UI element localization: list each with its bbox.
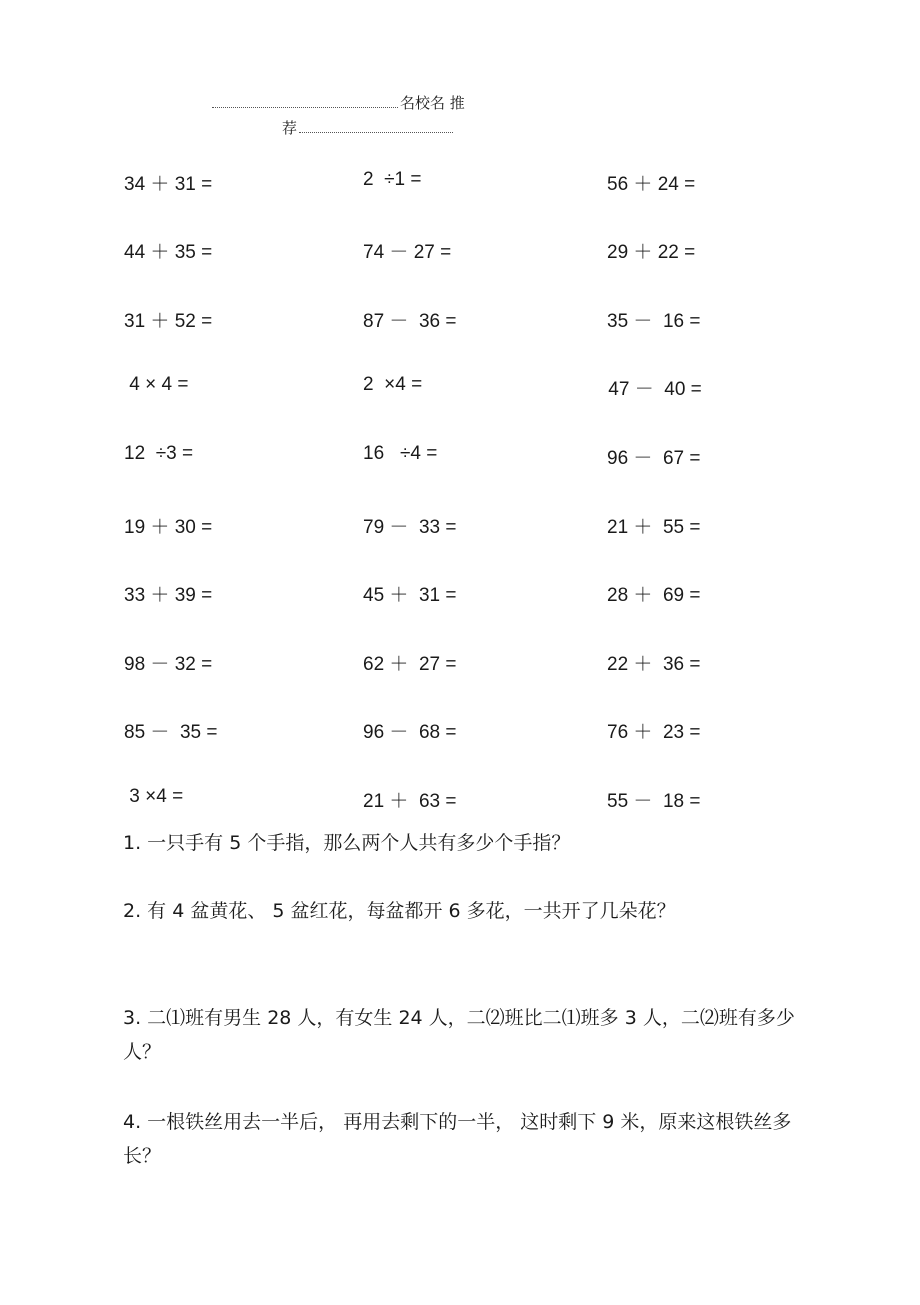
equation: 98 － 32 =	[124, 654, 213, 675]
equation: 85 － 35 =	[124, 722, 218, 743]
header-line-2	[282, 117, 453, 138]
equation: 76 ＋ 23 =	[607, 722, 701, 743]
equation: 4 × 4 =	[124, 374, 189, 395]
equation: 56 ＋ 24 =	[607, 174, 696, 195]
equation: 33 ＋ 39 =	[124, 585, 213, 606]
equation: 45 ＋ 31 =	[363, 585, 457, 606]
header-text-1: 名校名 推	[400, 94, 465, 112]
equation: 87 － 36 =	[363, 311, 457, 332]
equation: 96 － 67 =	[607, 448, 701, 469]
word-problem-4: 4. 一根铁丝用去一半后， 再用去剩下的一半， 这时剩下 9 米，原来这根铁丝多长？	[123, 1111, 792, 1167]
equation: 21 ＋ 63 =	[363, 791, 457, 812]
dotted-leader	[212, 97, 398, 108]
equation: 31 ＋ 52 =	[124, 311, 213, 332]
word-problem-1: 1. 一只手有 5 个手指，那么两个人共有多少个手指？	[123, 832, 571, 854]
equation: 74 － 27 =	[363, 242, 452, 263]
equation: 96 － 68 =	[363, 722, 457, 743]
equation: 12 ÷3 =	[124, 443, 194, 464]
equation: 2 ×4 =	[363, 374, 423, 395]
equation: 47 － 40 =	[603, 379, 702, 400]
equation: 34 ＋ 31 =	[124, 174, 213, 195]
equation: 55 － 18 =	[607, 791, 701, 812]
word-problem-2: 2. 有 4 盆黄花、 5 盆红花，每盆都开 6 多花，一共开了几朵花？	[123, 900, 676, 922]
equation: 19 ＋ 30 =	[124, 517, 213, 538]
equation: 44 ＋ 35 =	[124, 242, 213, 263]
equation: 2 ÷1 =	[363, 169, 422, 190]
equation: 22 ＋ 36 =	[607, 654, 701, 675]
header-line-1	[212, 92, 465, 113]
equation: 29 ＋ 22 =	[607, 242, 696, 263]
equation: 28 ＋ 69 =	[607, 585, 701, 606]
equation: 3 ×4 =	[124, 786, 184, 807]
equation: 79 － 33 =	[363, 517, 457, 538]
equation: 62 ＋ 27 =	[363, 654, 457, 675]
dotted-leader	[299, 122, 453, 133]
equation: 35 － 16 =	[607, 311, 701, 332]
header-text-2: 荐	[282, 119, 298, 137]
equation: 16 ÷4 =	[363, 443, 438, 464]
word-problem-3: 3. 二⑴班有男生 28 人，有女生 24 人，二⑵班比二⑴班多 3 人，二⑵班有多少人？	[123, 1007, 795, 1063]
equation: 21 ＋ 55 =	[607, 517, 701, 538]
